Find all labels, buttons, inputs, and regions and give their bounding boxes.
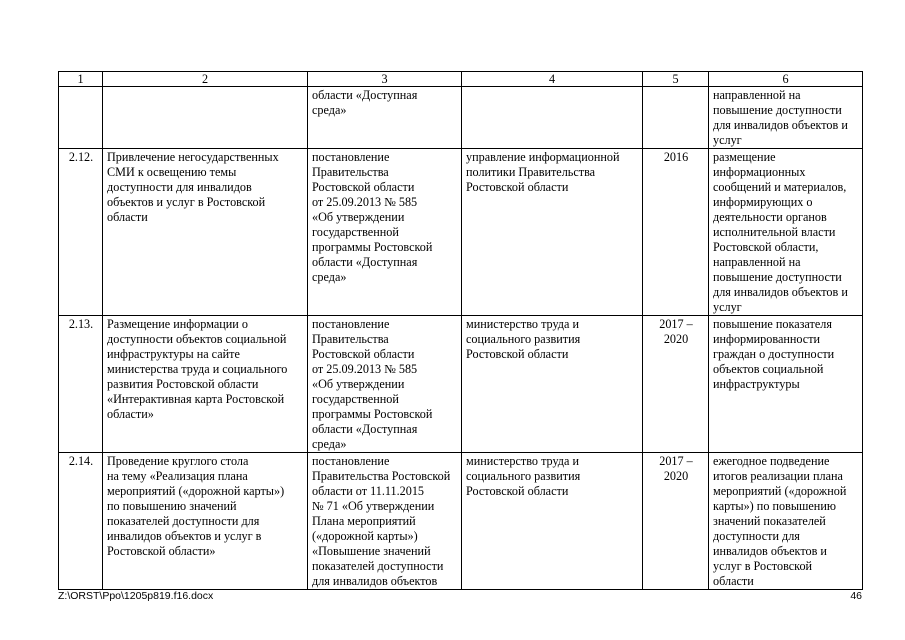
- result-cell: ежегодное подведение итогов реализации плана мероприятий («дорожной карты») по повышению значений показателей доступности для инвалидов объектов и услуг в Ростовской области: [709, 453, 863, 590]
- result-cell: повышение показателя информированности граждан о доступности объектов социальной инфраструктуры: [709, 316, 863, 453]
- legal-basis-cell: постановление Правительства Ростовской области от 25.09.2013 № 585 «Об утверждении государственной программы Ростовской области «Доступная среда»: [308, 316, 462, 453]
- table-row: [59, 87, 863, 149]
- year-cell: 2016: [643, 149, 709, 316]
- column-header: 4: [462, 72, 643, 87]
- table-row: [59, 149, 863, 316]
- page-number: 46: [850, 590, 862, 602]
- table-row: [59, 453, 863, 590]
- legal-basis-cell: области «Доступная среда»: [308, 87, 462, 149]
- footer-file-path: Z:\ORST\Ppo\1205p819.f16.docx: [58, 590, 214, 602]
- measure-name-cell: Проведение круглого стола на тему «Реализация плана мероприятий («дорожной карты») по повышению значений показателей доступности для инвалидов объектов и услуг в Ростовской области»: [103, 453, 308, 590]
- row-number-cell: 2.12.: [59, 149, 103, 316]
- measures-table: [58, 71, 863, 590]
- executor-cell: управление информационной политики Правительства Ростовской области: [462, 149, 643, 316]
- row-number-cell: 2.13.: [59, 316, 103, 453]
- column-header: 3: [308, 72, 462, 87]
- executor-cell: министерство труда и социального развития Ростовской области: [462, 453, 643, 590]
- legal-basis-cell: постановление Правительства Ростовской области от 11.11.2015 № 71 «Об утверждении Плана мероприятий («дорожной карты») «Повышение значений показателей доступности для инвалидов объектов: [308, 453, 462, 590]
- measure-name-cell: [103, 87, 308, 149]
- result-cell: направленной на повышение доступности для инвалидов объектов и услуг: [709, 87, 863, 149]
- row-number-cell: 2.14.: [59, 453, 103, 590]
- executor-cell: [462, 87, 643, 149]
- row-number-cell: [59, 87, 103, 149]
- column-header: 2: [103, 72, 308, 87]
- table-row: [59, 316, 863, 453]
- measure-name-cell: Размещение информации о доступности объектов социальной инфраструктуры на сайте министерства труда и социального развития Ростовской области «Интерактивная карта Ростовской области»: [103, 316, 308, 453]
- table-header-row: [59, 72, 863, 87]
- column-header: 5: [643, 72, 709, 87]
- column-header: 6: [709, 72, 863, 87]
- result-cell: размещение информационных сообщений и материалов, информирующих о деятельности органов исполнительной власти Ростовской области, направленной на повышение доступности для инвалидов объектов и услуг: [709, 149, 863, 316]
- measure-name-cell: Привлечение негосударственных СМИ к освещению темы доступности для инвалидов объектов и услуг в Ростовской области: [103, 149, 308, 316]
- legal-basis-cell: постановление Правительства Ростовской области от 25.09.2013 № 585 «Об утверждении государственной программы Ростовской области «Доступная среда»: [308, 149, 462, 316]
- column-header: 1: [59, 72, 103, 87]
- year-cell: 2017 – 2020: [643, 316, 709, 453]
- year-cell: 2017 – 2020: [643, 453, 709, 590]
- executor-cell: министерство труда и социального развития Ростовской области: [462, 316, 643, 453]
- year-cell: [643, 87, 709, 149]
